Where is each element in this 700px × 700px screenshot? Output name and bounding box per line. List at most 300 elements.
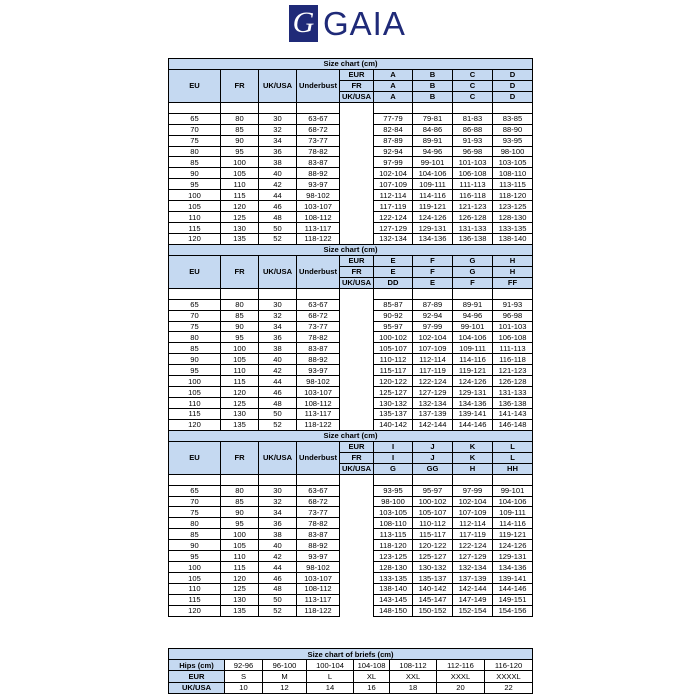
bust-range: 142-144 bbox=[453, 584, 493, 595]
bust-range: 99-101 bbox=[413, 157, 453, 168]
underbust-range: 108-112 bbox=[297, 212, 340, 223]
bust-range: 127-129 bbox=[413, 387, 453, 398]
bust-range: 118-120 bbox=[493, 190, 533, 201]
eur-cup: E bbox=[374, 255, 413, 266]
briefs-value: 104-108 bbox=[354, 660, 390, 671]
uk-size: 50 bbox=[259, 594, 297, 605]
bust-range: 99-101 bbox=[493, 485, 533, 496]
fr-size: 120 bbox=[221, 387, 259, 398]
briefs-row bbox=[169, 671, 533, 682]
uk-cup: GG bbox=[413, 463, 453, 474]
uk-cup-label: UK/USA bbox=[340, 277, 374, 288]
eu-size: 120 bbox=[169, 605, 221, 616]
spacer-cell bbox=[169, 474, 221, 485]
fr-size: 135 bbox=[221, 234, 259, 245]
bust-range: 77-79 bbox=[374, 113, 413, 124]
uk-size: 46 bbox=[259, 387, 297, 398]
eu-size: 70 bbox=[169, 496, 221, 507]
underbust-header: Underbust bbox=[297, 69, 340, 102]
spacer-cell bbox=[221, 102, 259, 113]
bust-range: 107-109 bbox=[374, 179, 413, 190]
bust-range: 113-115 bbox=[374, 529, 413, 540]
eur-cup: I bbox=[374, 441, 413, 452]
underbust-range: 93-97 bbox=[297, 551, 340, 562]
briefs-value: 108-112 bbox=[390, 660, 437, 671]
briefs-row-label: Hips (cm) bbox=[169, 660, 225, 671]
size-chart-table bbox=[168, 58, 533, 617]
fr-size: 80 bbox=[221, 299, 259, 310]
bust-range: 108-110 bbox=[493, 168, 533, 179]
eu-size: 115 bbox=[169, 594, 221, 605]
spacer-cell bbox=[493, 288, 533, 299]
bust-range: 147-149 bbox=[453, 594, 493, 605]
uk-size: 36 bbox=[259, 146, 297, 157]
eu-size: 110 bbox=[169, 398, 221, 409]
fr-cup: L bbox=[493, 452, 533, 463]
bust-range: 127-129 bbox=[453, 551, 493, 562]
eur-cup-label: EUR bbox=[340, 69, 374, 80]
uk-cup-label: UK/USA bbox=[340, 463, 374, 474]
underbust-range: 73-77 bbox=[297, 321, 340, 332]
bust-range: 95-97 bbox=[374, 321, 413, 332]
bust-range: 112-114 bbox=[374, 190, 413, 201]
underbust-range: 83-87 bbox=[297, 343, 340, 354]
underbust-range: 78-82 bbox=[297, 146, 340, 157]
briefs-row bbox=[169, 660, 533, 671]
briefs-value: S bbox=[225, 671, 263, 682]
underbust-range: 73-77 bbox=[297, 135, 340, 146]
underbust-range: 73-77 bbox=[297, 507, 340, 518]
fr-header: FR bbox=[221, 255, 259, 288]
eur-cup: B bbox=[413, 69, 453, 80]
spacer-cell bbox=[340, 474, 374, 616]
eu-size: 85 bbox=[169, 157, 221, 168]
bust-range: 106-108 bbox=[453, 168, 493, 179]
bust-range: 90-92 bbox=[374, 310, 413, 321]
bust-range: 154-156 bbox=[493, 605, 533, 616]
bust-range: 103-105 bbox=[374, 507, 413, 518]
eu-size: 90 bbox=[169, 354, 221, 365]
underbust-range: 93-97 bbox=[297, 179, 340, 190]
bust-range: 114-116 bbox=[453, 354, 493, 365]
underbust-range: 63-67 bbox=[297, 299, 340, 310]
bust-range: 105-107 bbox=[374, 343, 413, 354]
eur-cup: J bbox=[413, 441, 453, 452]
bust-range: 93-95 bbox=[493, 135, 533, 146]
eur-cup: A bbox=[374, 69, 413, 80]
fr-cup-label: FR bbox=[340, 452, 374, 463]
fr-size: 85 bbox=[221, 310, 259, 321]
fr-cup: F bbox=[413, 266, 453, 277]
bust-range: 140-142 bbox=[374, 419, 413, 430]
bust-range: 136-138 bbox=[453, 234, 493, 245]
fr-cup: J bbox=[413, 452, 453, 463]
eu-size: 100 bbox=[169, 376, 221, 387]
section-title-row bbox=[169, 244, 533, 255]
fr-size: 90 bbox=[221, 507, 259, 518]
bust-range: 94-96 bbox=[453, 310, 493, 321]
spacer-cell bbox=[297, 102, 340, 113]
bust-range: 144-146 bbox=[493, 584, 533, 595]
bust-range: 101-103 bbox=[453, 157, 493, 168]
cup-header-row bbox=[169, 69, 533, 80]
spacer-cell bbox=[169, 102, 221, 113]
section-title: Size chart (cm) bbox=[169, 59, 533, 70]
bust-range: 132-134 bbox=[453, 562, 493, 573]
briefs-value: 20 bbox=[437, 682, 485, 693]
bust-range: 117-119 bbox=[413, 365, 453, 376]
bust-range: 132-134 bbox=[413, 398, 453, 409]
briefs-value: M bbox=[263, 671, 307, 682]
underbust-range: 68-72 bbox=[297, 496, 340, 507]
fr-cup-label: FR bbox=[340, 266, 374, 277]
briefs-size-table bbox=[168, 648, 533, 694]
bust-range: 137-139 bbox=[453, 573, 493, 584]
eu-size: 120 bbox=[169, 419, 221, 430]
uk-size: 36 bbox=[259, 518, 297, 529]
bust-range: 128-130 bbox=[493, 212, 533, 223]
bust-range: 129-131 bbox=[493, 551, 533, 562]
eu-size: 70 bbox=[169, 124, 221, 135]
underbust-range: 68-72 bbox=[297, 310, 340, 321]
spacer-cell bbox=[413, 102, 453, 113]
uk-size: 32 bbox=[259, 496, 297, 507]
fr-size: 85 bbox=[221, 124, 259, 135]
briefs-value: L bbox=[307, 671, 354, 682]
underbust-header: Underbust bbox=[297, 255, 340, 288]
section-title-row bbox=[169, 59, 533, 70]
bust-range: 143-145 bbox=[374, 594, 413, 605]
bust-range: 109-111 bbox=[413, 179, 453, 190]
bust-range: 91-93 bbox=[453, 135, 493, 146]
uk-cup: HH bbox=[493, 463, 533, 474]
bust-range: 117-119 bbox=[374, 201, 413, 212]
fr-size: 130 bbox=[221, 223, 259, 234]
bust-range: 96-98 bbox=[493, 310, 533, 321]
fr-size: 80 bbox=[221, 485, 259, 496]
bust-range: 134-136 bbox=[413, 234, 453, 245]
uk-header: UK/USA bbox=[259, 69, 297, 102]
fr-size: 115 bbox=[221, 562, 259, 573]
briefs-value: 14 bbox=[307, 682, 354, 693]
eu-size: 70 bbox=[169, 310, 221, 321]
uk-size: 42 bbox=[259, 179, 297, 190]
bust-range: 144-146 bbox=[453, 419, 493, 430]
bust-range: 79-81 bbox=[413, 113, 453, 124]
underbust-range: 118-122 bbox=[297, 234, 340, 245]
fr-size: 100 bbox=[221, 157, 259, 168]
bust-range: 100-102 bbox=[413, 496, 453, 507]
eu-size: 100 bbox=[169, 190, 221, 201]
uk-cup: A bbox=[374, 91, 413, 102]
bust-range: 133-135 bbox=[493, 223, 533, 234]
briefs-row-label: EUR bbox=[169, 671, 225, 682]
bust-range: 139-141 bbox=[453, 409, 493, 420]
spacer-cell bbox=[453, 102, 493, 113]
eur-cup: G bbox=[453, 255, 493, 266]
uk-size: 32 bbox=[259, 310, 297, 321]
bust-range: 123-125 bbox=[374, 551, 413, 562]
bust-range: 120-122 bbox=[413, 540, 453, 551]
bust-range: 89-91 bbox=[453, 299, 493, 310]
fr-size: 95 bbox=[221, 146, 259, 157]
underbust-range: 103-107 bbox=[297, 201, 340, 212]
bust-range: 122-124 bbox=[374, 212, 413, 223]
brand-name: GAIA bbox=[323, 4, 406, 42]
bust-range: 102-104 bbox=[453, 496, 493, 507]
uk-cup-label: UK/USA bbox=[340, 91, 374, 102]
underbust-range: 103-107 bbox=[297, 387, 340, 398]
bust-range: 109-111 bbox=[453, 343, 493, 354]
uk-size: 52 bbox=[259, 605, 297, 616]
briefs-value: 116-120 bbox=[485, 660, 533, 671]
briefs-value: 10 bbox=[225, 682, 263, 693]
bust-range: 102-104 bbox=[413, 332, 453, 343]
eu-size: 65 bbox=[169, 485, 221, 496]
bust-range: 91-93 bbox=[493, 299, 533, 310]
fr-size: 125 bbox=[221, 212, 259, 223]
eu-size: 95 bbox=[169, 365, 221, 376]
underbust-range: 98-102 bbox=[297, 376, 340, 387]
bust-range: 141-143 bbox=[493, 409, 533, 420]
bust-range: 150-152 bbox=[413, 605, 453, 616]
bust-range: 119-121 bbox=[413, 201, 453, 212]
spacer-cell bbox=[413, 474, 453, 485]
spacer-cell bbox=[374, 288, 413, 299]
bust-range: 124-126 bbox=[413, 212, 453, 223]
bust-range: 135-137 bbox=[413, 573, 453, 584]
fr-header: FR bbox=[221, 441, 259, 474]
eu-size: 95 bbox=[169, 179, 221, 190]
bust-range: 92-94 bbox=[374, 146, 413, 157]
underbust-range: 108-112 bbox=[297, 398, 340, 409]
spacer-cell bbox=[221, 474, 259, 485]
bust-range: 125-127 bbox=[413, 551, 453, 562]
uk-cup: H bbox=[453, 463, 493, 474]
bust-range: 124-126 bbox=[493, 540, 533, 551]
fr-size: 135 bbox=[221, 419, 259, 430]
bust-range: 135-137 bbox=[374, 409, 413, 420]
uk-size: 34 bbox=[259, 321, 297, 332]
bust-range: 119-121 bbox=[453, 365, 493, 376]
briefs-value: 22 bbox=[485, 682, 533, 693]
eur-cup: F bbox=[413, 255, 453, 266]
eu-header: EU bbox=[169, 69, 221, 102]
bust-range: 104-106 bbox=[453, 332, 493, 343]
fr-size: 110 bbox=[221, 179, 259, 190]
uk-cup: FF bbox=[493, 277, 533, 288]
bust-range: 97-99 bbox=[374, 157, 413, 168]
bust-range: 126-128 bbox=[453, 212, 493, 223]
spacer-cell bbox=[374, 102, 413, 113]
bust-range: 111-113 bbox=[493, 343, 533, 354]
fr-size: 120 bbox=[221, 201, 259, 212]
bust-range: 111-113 bbox=[453, 179, 493, 190]
eu-size: 80 bbox=[169, 518, 221, 529]
bust-range: 97-99 bbox=[413, 321, 453, 332]
uk-size: 30 bbox=[259, 485, 297, 496]
bust-range: 117-119 bbox=[453, 529, 493, 540]
bust-range: 125-127 bbox=[374, 387, 413, 398]
uk-size: 52 bbox=[259, 419, 297, 430]
spacer-cell bbox=[493, 474, 533, 485]
eu-size: 75 bbox=[169, 507, 221, 518]
underbust-range: 98-102 bbox=[297, 190, 340, 201]
briefs-value: 12 bbox=[263, 682, 307, 693]
fr-size: 115 bbox=[221, 190, 259, 201]
fr-size: 100 bbox=[221, 343, 259, 354]
eu-size: 115 bbox=[169, 409, 221, 420]
underbust-range: 118-122 bbox=[297, 419, 340, 430]
eur-cup: D bbox=[493, 69, 533, 80]
fr-cup: B bbox=[413, 80, 453, 91]
uk-size: 38 bbox=[259, 529, 297, 540]
section-title: Size chart (cm) bbox=[169, 244, 533, 255]
spacer-cell bbox=[259, 102, 297, 113]
bust-range: 121-123 bbox=[493, 365, 533, 376]
fr-cup: C bbox=[453, 80, 493, 91]
underbust-range: 88-92 bbox=[297, 540, 340, 551]
fr-size: 90 bbox=[221, 321, 259, 332]
uk-size: 50 bbox=[259, 409, 297, 420]
bust-range: 110-112 bbox=[374, 354, 413, 365]
bust-range: 139-141 bbox=[493, 573, 533, 584]
bust-range: 130-132 bbox=[374, 398, 413, 409]
eu-header: EU bbox=[169, 255, 221, 288]
briefs-value: 18 bbox=[390, 682, 437, 693]
fr-size: 130 bbox=[221, 594, 259, 605]
eu-size: 110 bbox=[169, 212, 221, 223]
fr-size: 95 bbox=[221, 518, 259, 529]
gaia-logo bbox=[289, 3, 411, 43]
underbust-range: 118-122 bbox=[297, 605, 340, 616]
bust-range: 94-96 bbox=[413, 146, 453, 157]
eu-size: 115 bbox=[169, 223, 221, 234]
briefs-value: 92-96 bbox=[225, 660, 263, 671]
eur-cup-label: EUR bbox=[340, 441, 374, 452]
spacer-row bbox=[169, 288, 533, 299]
eu-size: 105 bbox=[169, 387, 221, 398]
bust-range: 114-116 bbox=[493, 518, 533, 529]
fr-cup: G bbox=[453, 266, 493, 277]
underbust-range: 68-72 bbox=[297, 124, 340, 135]
bust-range: 113-115 bbox=[493, 179, 533, 190]
briefs-value: 112-116 bbox=[437, 660, 485, 671]
bust-range: 123-125 bbox=[493, 201, 533, 212]
spacer-cell bbox=[453, 288, 493, 299]
underbust-range: 63-67 bbox=[297, 113, 340, 124]
bust-range: 121-123 bbox=[453, 201, 493, 212]
underbust-range: 108-112 bbox=[297, 584, 340, 595]
uk-cup: B bbox=[413, 91, 453, 102]
uk-size: 40 bbox=[259, 168, 297, 179]
underbust-range: 113-117 bbox=[297, 409, 340, 420]
bust-range: 108-110 bbox=[374, 518, 413, 529]
bust-range: 131-133 bbox=[493, 387, 533, 398]
bust-range: 134-136 bbox=[493, 562, 533, 573]
fr-size: 105 bbox=[221, 540, 259, 551]
logo-letter: G bbox=[289, 5, 318, 42]
uk-cup: C bbox=[453, 91, 493, 102]
underbust-range: 103-107 bbox=[297, 573, 340, 584]
briefs-value: XXXL bbox=[437, 671, 485, 682]
bust-range: 116-118 bbox=[493, 354, 533, 365]
bust-range: 86-88 bbox=[453, 124, 493, 135]
bust-range: 120-122 bbox=[374, 376, 413, 387]
uk-size: 44 bbox=[259, 376, 297, 387]
fr-cup: D bbox=[493, 80, 533, 91]
uk-cup: E bbox=[413, 277, 453, 288]
fr-size: 110 bbox=[221, 365, 259, 376]
uk-size: 46 bbox=[259, 573, 297, 584]
bust-range: 132-134 bbox=[374, 234, 413, 245]
bust-range: 110-112 bbox=[413, 518, 453, 529]
eu-size: 105 bbox=[169, 201, 221, 212]
eu-size: 90 bbox=[169, 168, 221, 179]
bust-range: 104-106 bbox=[413, 168, 453, 179]
uk-cup: F bbox=[453, 277, 493, 288]
spacer-cell bbox=[374, 474, 413, 485]
eu-size: 80 bbox=[169, 146, 221, 157]
spacer-cell bbox=[340, 288, 374, 430]
bust-range: 107-109 bbox=[413, 343, 453, 354]
uk-size: 34 bbox=[259, 507, 297, 518]
eur-cup: C bbox=[453, 69, 493, 80]
bust-range: 89-91 bbox=[413, 135, 453, 146]
spacer-cell bbox=[259, 288, 297, 299]
eu-size: 100 bbox=[169, 562, 221, 573]
bust-range: 97-99 bbox=[453, 485, 493, 496]
bust-range: 127-129 bbox=[374, 223, 413, 234]
bust-range: 119-121 bbox=[493, 529, 533, 540]
briefs-value: XL bbox=[354, 671, 390, 682]
bust-range: 126-128 bbox=[493, 376, 533, 387]
spacer-cell bbox=[297, 288, 340, 299]
eu-size: 85 bbox=[169, 343, 221, 354]
bust-range: 131-133 bbox=[453, 223, 493, 234]
eu-size: 75 bbox=[169, 135, 221, 146]
uk-size: 32 bbox=[259, 124, 297, 135]
bust-range: 99-101 bbox=[453, 321, 493, 332]
fr-size: 135 bbox=[221, 605, 259, 616]
briefs-value: 100-104 bbox=[307, 660, 354, 671]
bust-range: 87-89 bbox=[374, 135, 413, 146]
underbust-range: 113-117 bbox=[297, 223, 340, 234]
bust-range: 104-106 bbox=[493, 496, 533, 507]
fr-size: 130 bbox=[221, 409, 259, 420]
uk-size: 42 bbox=[259, 551, 297, 562]
bust-range: 92-94 bbox=[413, 310, 453, 321]
eu-size: 65 bbox=[169, 299, 221, 310]
underbust-range: 63-67 bbox=[297, 485, 340, 496]
fr-cup: A bbox=[374, 80, 413, 91]
bust-range: 129-131 bbox=[413, 223, 453, 234]
eu-size: 80 bbox=[169, 332, 221, 343]
bust-range: 152-154 bbox=[453, 605, 493, 616]
bust-range: 140-142 bbox=[413, 584, 453, 595]
fr-size: 110 bbox=[221, 551, 259, 562]
spacer-cell bbox=[493, 102, 533, 113]
fr-size: 95 bbox=[221, 332, 259, 343]
fr-cup: I bbox=[374, 452, 413, 463]
spacer-row bbox=[169, 474, 533, 485]
underbust-range: 98-102 bbox=[297, 562, 340, 573]
underbust-range: 78-82 bbox=[297, 518, 340, 529]
uk-size: 38 bbox=[259, 157, 297, 168]
uk-header: UK/USA bbox=[259, 441, 297, 474]
bust-range: 96-98 bbox=[453, 146, 493, 157]
bust-range: 129-131 bbox=[453, 387, 493, 398]
